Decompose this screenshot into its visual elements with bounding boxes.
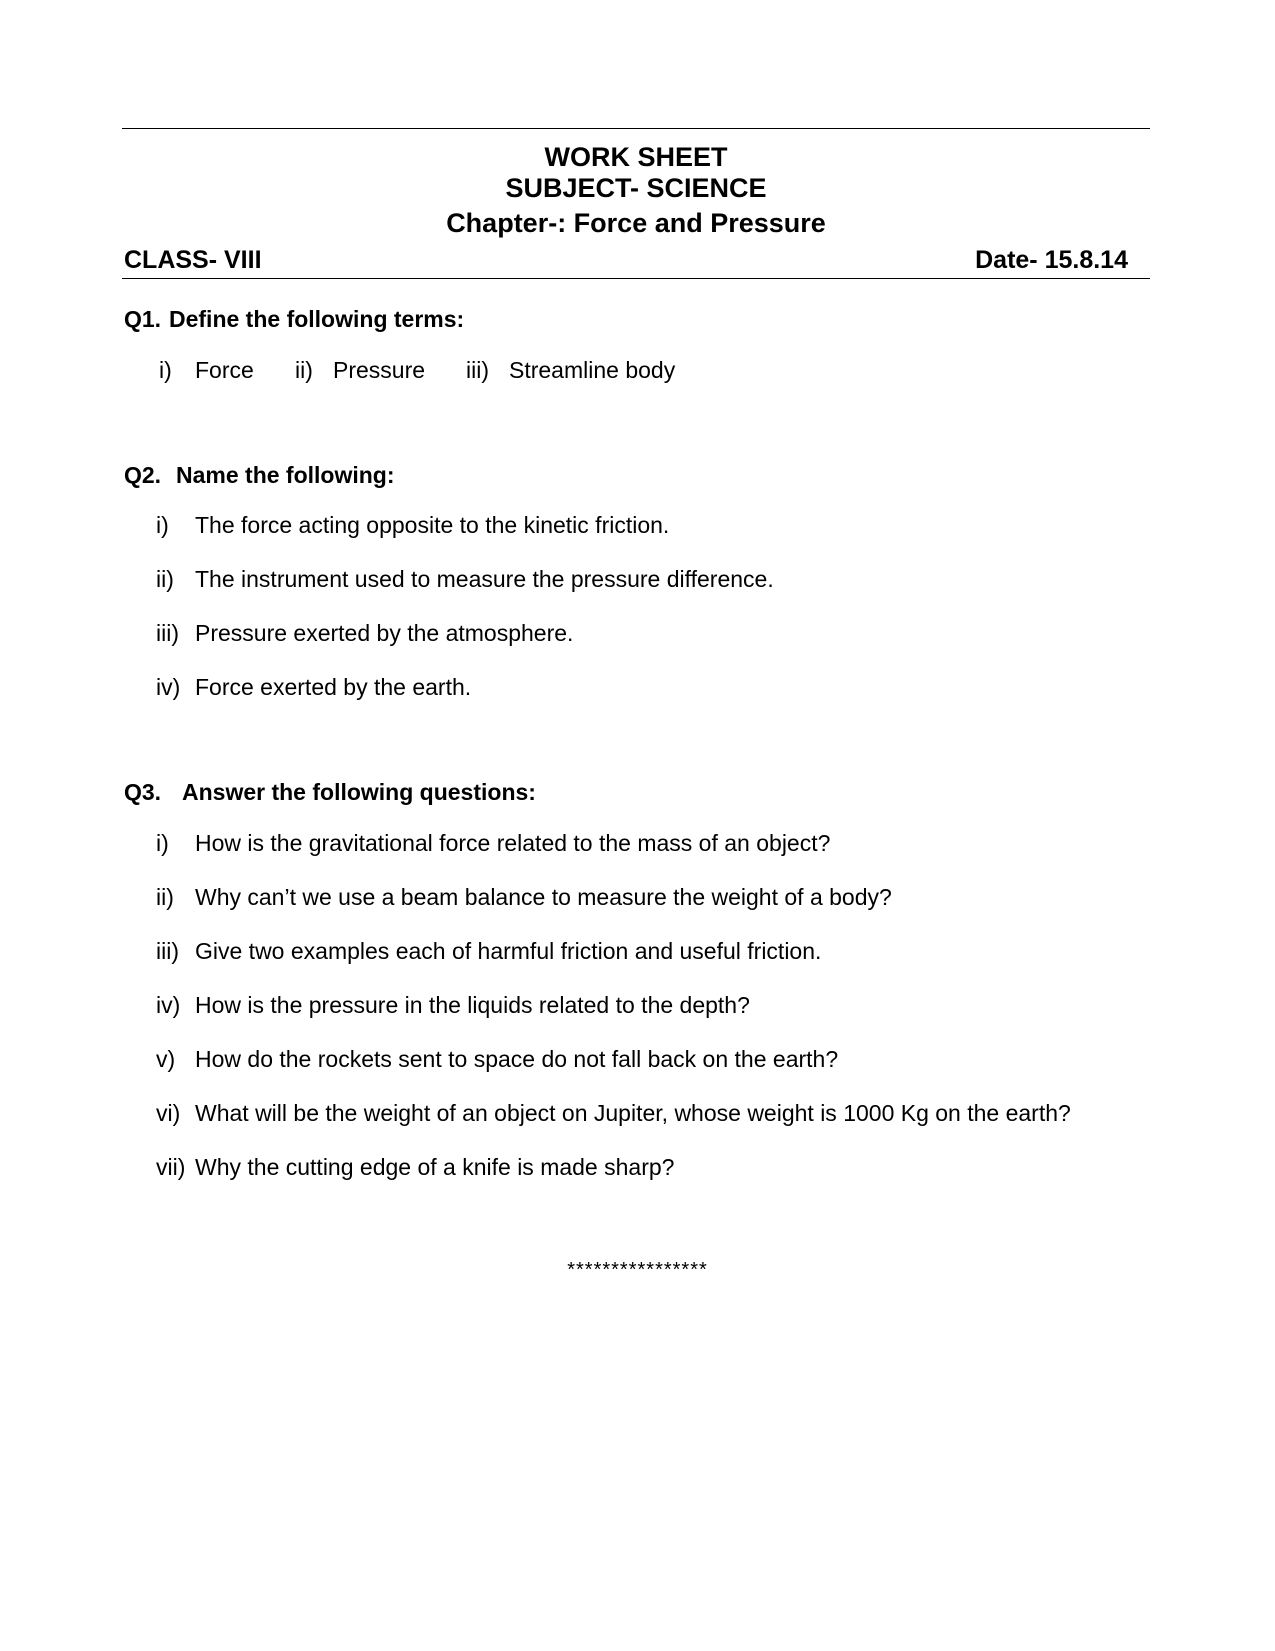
item-number: vii) [156,1154,186,1180]
question-text: Answer the following questions: [182,779,536,805]
question-number: Q1. [124,306,162,332]
top-divider [122,128,1150,129]
item-text: Why can’t we use a beam balance to measure the weight of a body? [195,884,892,910]
item-number: ii) [156,884,174,910]
term-number: i) [159,357,172,383]
term-text: Streamline body [509,357,676,383]
item-text: The instrument used to measure the pressure difference. [195,566,774,592]
chapter-title: Chapter-: Force and Pressure [446,208,826,238]
item-text: The force acting opposite to the kinetic friction. [195,512,670,538]
item-text: How do the rockets sent to space do not fall back on the earth? [195,1046,839,1072]
item-text: Force exerted by the earth. [195,674,472,700]
question-number: Q2. [124,462,162,488]
item-text: Why the cutting edge of a knife is made sharp? [195,1154,675,1180]
item-text: Give two examples each of harmful friction and useful friction. [195,938,822,964]
item-number: i) [156,512,169,538]
term-text: Force [195,357,254,383]
term-number: iii) [466,357,489,383]
question-2-heading [124,461,395,489]
item-number: iv) [156,992,181,1018]
item-text: How is the pressure in the liquids related to the depth? [195,992,750,1018]
question-text: Define the following terms: [169,306,465,332]
question-text: Name the following: [176,462,395,488]
item-number: i) [156,830,169,856]
item-number: iii) [156,620,179,646]
class-label: CLASS- VIII [124,246,262,274]
end-separator: **************** [567,1259,708,1281]
subject-title: SUBJECT- SCIENCE [505,173,767,203]
header-divider [122,278,1150,279]
item-number: ii) [156,566,174,592]
question-number: Q3. [124,779,162,805]
question-1-heading [124,305,464,333]
item-number: iii) [156,938,179,964]
item-text: How is the gravitational force related to the mass of an object? [195,830,831,856]
term-text: Pressure [333,357,426,383]
worksheet-title: WORK SHEET [544,142,728,172]
item-number: v) [156,1046,176,1072]
item-text: What will be the weight of an object on Jupiter, whose weight is 1000 Kg on the earth? [195,1100,1071,1126]
item-text: Pressure exerted by the atmosphere. [195,620,574,646]
date-label: Date- 15.8.14 [975,246,1128,274]
question-3-heading [124,778,536,806]
item-number: iv) [156,674,181,700]
term-number: ii) [295,357,313,383]
item-number: vi) [156,1100,181,1126]
